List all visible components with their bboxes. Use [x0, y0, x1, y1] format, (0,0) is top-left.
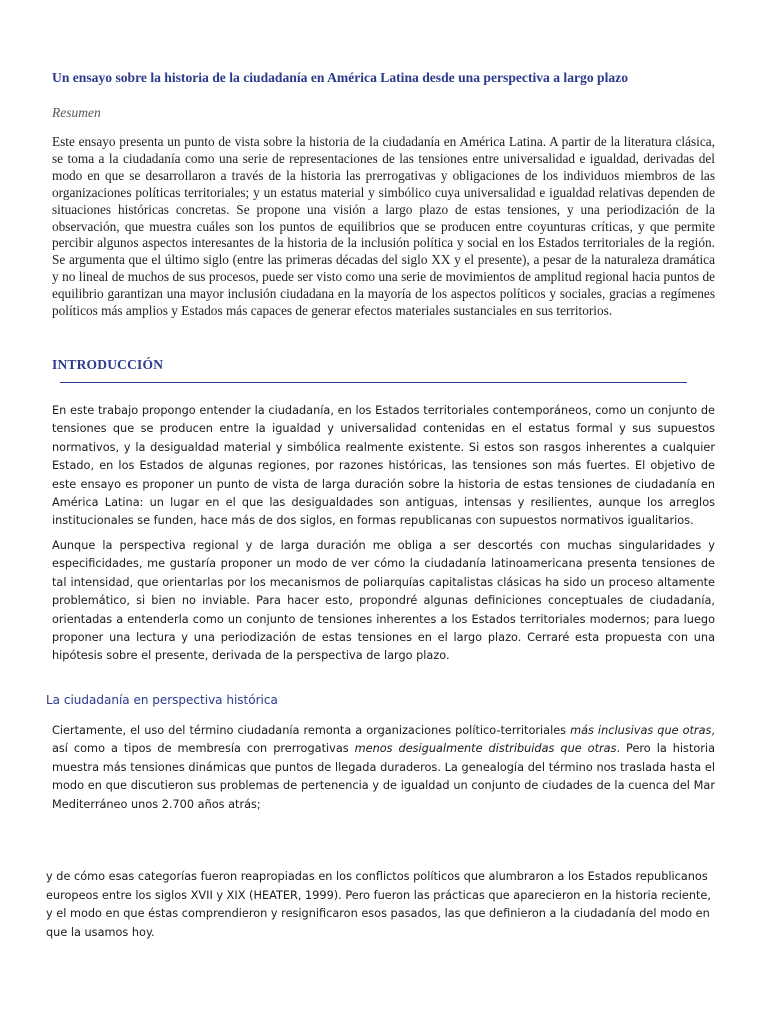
introduction-heading: INTRODUCCIÓN: [52, 357, 164, 372]
section-text-part: , así como a tipos de membresía con prerrogativas: [52, 724, 715, 756]
section-heading: La ciudadanía en perspectiva histórica: [46, 693, 278, 707]
continuation-paragraph: y de cómo esas categorías fueron reapropiadas en los conflictos políticos que alumbraron a los Estados republicanos europeos entre los siglos XVII y XIX (HEATER, 1999). Pero fueron las prácticas que aparecieron en la historia reciente, y el modo en que éstas comprendieron y resignificaron esos pasados, las que definieron a la ciudadanía del modo en que la usamos hoy.: [46, 870, 711, 939]
section-text-part: . Pero la historia muestra más tensiones dinámicas que puntos de llegada duraderos. La genealogía del término nos traslada hasta el modo en que discutieron sus problemas de pertenencia y de igualdad un conjunto de ciudades de la cuenca del Mar Mediterráneo unos 2.700 años atrás;: [52, 742, 715, 811]
abstract-text: Este ensayo presenta un punto de vista sobre la historia de la ciudadanía en América Latina. A partir de la literatura clásica, se toma a la ciudadanía como una serie de representaciones de las tensiones entre universalidad e igualdad, derivadas del modo en que se desarrollaron a través de la historia las prerrogativas y obligaciones de los individuos miembros de las organizaciones políticas territoriales; y un estatus material y simbólico cuya universalidad e igualdad relativas dependen de situaciones históricas concretas. Se propone una visión a largo plazo de estas tensiones, y una periodización de la observación, que muestra cuáles son los puntos de equilibrios que se producen entre coyunturas críticas, y que permite percibir algunos aspectos interesantes de la historia de la inclusión política y social en los Estados territoriales de la región. Se argumenta que el último siglo (entre las primeras décadas del siglo XX y el presente), a pesar de la naturaleza dramática y no lineal de muchos de sus procesos, puede ser visto como una serie de movimientos de amplitud regional hacia puntos de equilibrio garantizan una mayor inclusión ciudadana en la mayoría de los aspectos políticos y sociales, gracias a regímenes políticos más amplios y Estados más capaces de generar efectos materiales sustanciales en sus territorios.: [52, 134, 715, 319]
introduction-paragraph-2: Aunque la perspectiva regional y de larga duración me obliga a ser descortés con muchas singularidades y especificidades, me gustaría proponer un modo de ver cómo la ciudadanía latinoamericana presenta tensiones de tal intensidad, que orientarlas por los mecanismos de poliarquías capitalistas clásicas ha sido un proceso altamente problemático, si bien no inviable. Para hacer esto, propondré algunas definiciones conceptuales de ciudadanía, orientadas a entenderla como un conjunto de tensiones inherentes a los Estados territoriales modernos; para luego proponer una lectura y una periodización de estas tensiones en el largo plazo. Cerraré esta propuesta con una hipótesis sobre el presente, derivada de la perspectiva de largo plazo.: [52, 539, 715, 663]
abstract-heading: Resumen: [52, 105, 101, 120]
section-paragraph-1: [52, 722, 715, 814]
heading-divider: [60, 382, 687, 383]
section-text-part: Ciertamente, el uso del término ciudadanía remonta a organizaciones político-territoriales: [52, 724, 571, 737]
introduction-paragraph-1: En este trabajo propongo entender la ciudadanía, en los Estados territoriales contemporáneos, como un conjunto de tensiones que se producen entre la igualdad y universalidad contenidas en el estatus formal y sus supuestos normativos, y la desigualdad material y simbólica realmente existente. Si estos son rasgos inherentes a cualquier Estado, en los Estados de algunas regiones, por razones históricas, las tensiones son más fuertes. El objetivo de este ensayo es proponer un punto de vista de larga duración sobre la historia de estas tensiones de ciudadanía en América Latina: un lugar en el que las desigualdades son antiguas, intensas y resilientes, aunque los arreglos institucionales se funden, hace más de dos siglos, en formas republicanas con supuestos normativos igualitarios.: [52, 404, 715, 528]
section-emphasis: más inclusivas que otras: [570, 724, 712, 737]
section-emphasis: menos desigualmente distribuidas que otras: [354, 742, 617, 756]
document-title: Un ensayo sobre la historia de la ciudadanía en América Latina desde una perspectiva a largo plazo: [52, 70, 628, 85]
